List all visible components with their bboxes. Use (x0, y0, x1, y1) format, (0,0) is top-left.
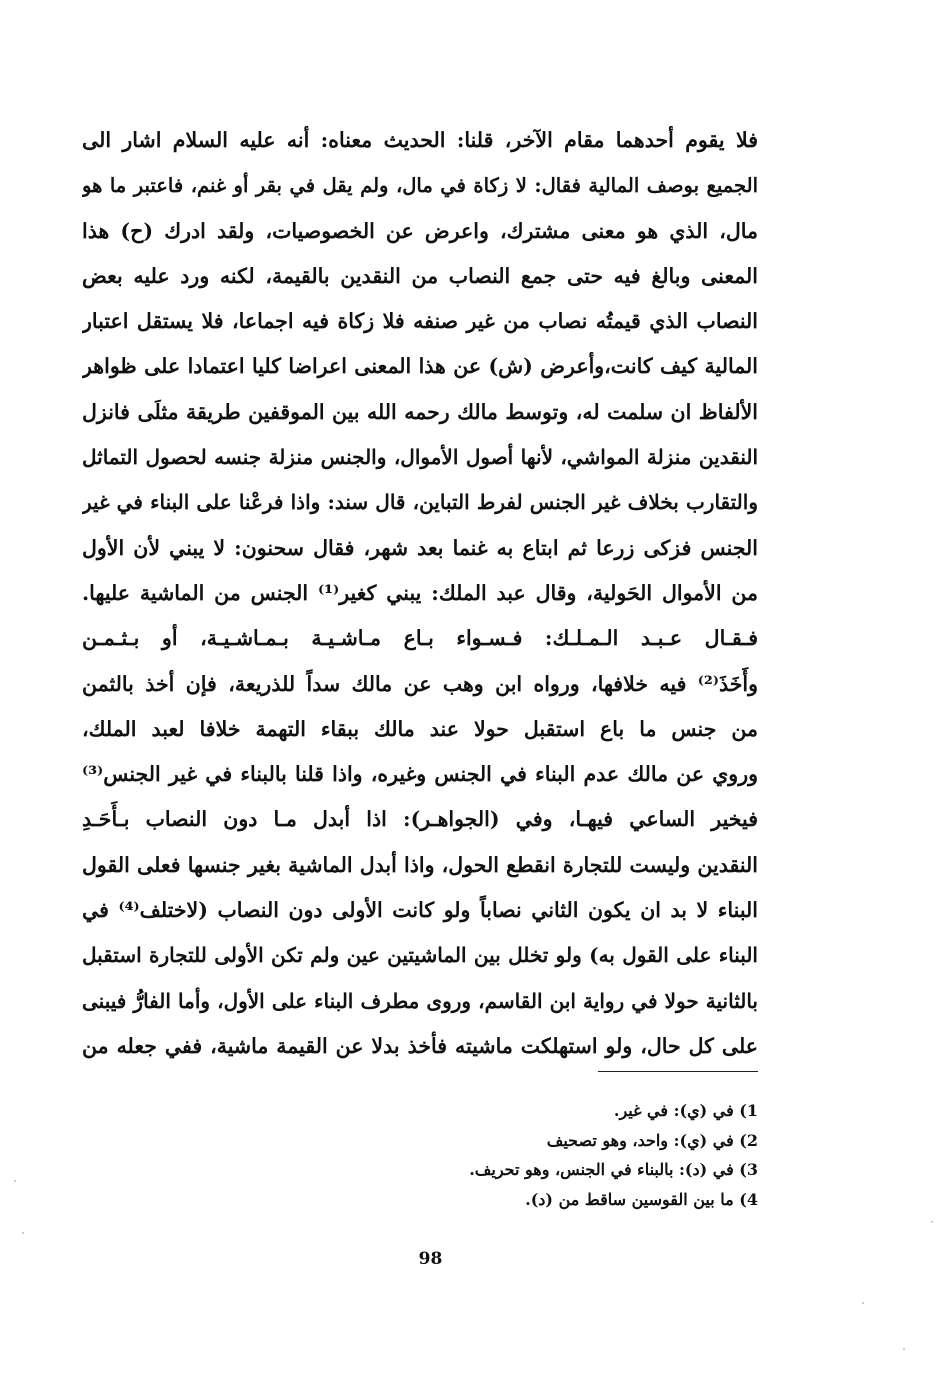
text-line: فيخير الساعي فيهـا، وفي (الجواهـر): اذا أبدل مـا دون النصاب بـأَحَـدِ (82, 807, 758, 832)
scan-speck (14, 1180, 16, 1182)
text-line: الألفاظ ان سلمت له، وتوسط مالك رحمه الله بين الموقفين طريقة مثلَى فانزل (82, 399, 758, 424)
page-number: 98 (418, 1249, 443, 1269)
footnote: 1) في (ي): في غير. (613, 1101, 758, 1120)
text-line: مال، الذي هو معنى مشترك، واعرض عن الخصوصيات، ولقد ادرك (ح) هذا (82, 218, 758, 243)
scan-speck (903, 1348, 905, 1350)
footnotes-block (358, 1096, 758, 1214)
text-line: الجميع بوصف المالية فقال: لا زكاة في مال، ولم يقل في بقر أو غنم، فاعتبر ما هو (82, 174, 758, 198)
text-line: من الأموال الحَولية، وقال عبد الملك: يبني كغير⁽¹⁾ الجنس من الماشية عليها. (82, 580, 758, 605)
text-line: وأَخَذَ⁽²⁾ فيه خلافها، ورواه ابن وهب عن مالك سداً للذريعة، فإن أخذ بالثمن (82, 671, 758, 696)
text-line: على كل حال، ولو استهلكت ماشيته فأخذ بدلا عن القيمة ماشية، ففي جعله من (82, 1033, 758, 1058)
footnote: 3) في (د): بالبناء في الجنس، وهو تحريف. (469, 1160, 758, 1179)
scan-speck (931, 1221, 933, 1223)
text-line: النقدين منزلة المواشي، لأنها أصول الأموال، والجنس منزلة جنسه لحصول التماثل (82, 445, 758, 470)
text-line: النقدين وليست للتجارة انقطع الحول، واذا أبدل الماشية بغير جنسها فعلى القول (82, 852, 758, 877)
footnote: 2) في (ي): واحد، وهو تصحيف (546, 1130, 758, 1150)
text-line: فلا يقوم أحدهما مقام الآخر، قلنا: الحديث معناه: أنه عليه السلام اشار الى (82, 128, 758, 152)
footnote-separator (598, 1071, 758, 1072)
text-line: وروي عن مالك عدم البناء في الجنس وغيره، واذا قلنا بالبناء في غير الجنس⁽³⁾ (82, 762, 758, 787)
main-text-block (82, 118, 758, 1069)
text-line: من جنس ما باع استقبل حولا عند مالك ببقاء التهمة خلافا لعبد الملك، (82, 716, 758, 741)
text-line: بالثانية حولا في رواية ابن القاسم، وروى مطرف البناء على الأول، وأما الفارُّ فيبنى (82, 988, 758, 1013)
footnote: 4) ما بين القوسين ساقط من (د). (525, 1189, 758, 1209)
text-line: المالية كيف كانت،وأعرض (ش) عن هذا المعنى اعراضا كليا اعتمادا على ظواهر (82, 354, 758, 379)
text-line: فـقـال عـبـد الـمـلـك: فـسـواء بـاع مـاشـيـة بـمـاشـيـة، أو بـثـمـن (82, 626, 758, 651)
text-line: النصاب الذي قيمتُه نصاب من غير صنفه فلا زكاة فيه اجماعا، فلا يستقل اعتبار (82, 309, 758, 334)
text-line: والتقارب بخلاف غير الجنس لفرط التباين، قال سند: واذا فرعْنا على البناء في غير (82, 490, 758, 515)
text-line: البناء على القول به) ولو تخلل بين الماشيتين عين ولم تكن الأولى للتجارة استقبل (82, 943, 758, 968)
text-line: المعنى وبالغ فيه حتى جمع النصاب من النقدين بالقيمة، لكنه ورد عليه بعض (82, 263, 758, 288)
text-line: الجنس فزكى زرعا ثم ابتاع به غنما بعد شهر، فقال سحنون: لا يبني لأن الأول (82, 535, 758, 560)
scan-speck (862, 1302, 864, 1304)
text-line: ُالبناء لا بد ان يكون الثاني نصاباً ولو كانت الأولى دون النصاب (لاختلف⁽⁴⁾ في (82, 898, 758, 923)
scan-speck (22, 1232, 24, 1234)
